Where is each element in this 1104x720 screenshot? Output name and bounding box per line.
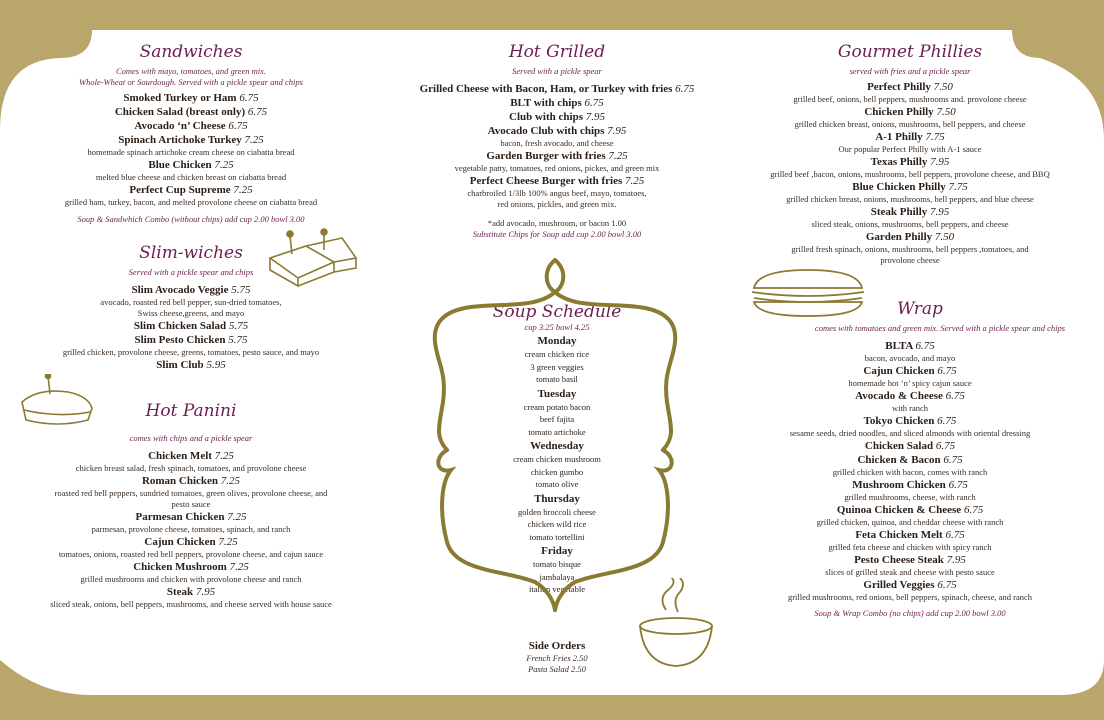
item-description: Swiss cheese,greens, and mayo — [137, 308, 245, 318]
menu-item-name — [735, 231, 1085, 244]
hot-grilled-list — [392, 83, 722, 210]
item-name: Cajun Chicken — [144, 536, 216, 548]
hot-grilled-subtitle: Served with a pickle spear — [512, 66, 602, 76]
item-price: 6.75 — [945, 529, 965, 541]
menu-item-name — [735, 156, 1085, 169]
wrap-list — [735, 340, 1085, 603]
wrap-title: Wrap — [897, 299, 943, 319]
menu-item-name — [735, 390, 1085, 403]
item-name: BLT with chips — [510, 97, 582, 109]
item-name: Perfect Cup Supreme — [129, 184, 231, 196]
item-name: Slim Pesto Chicken — [134, 334, 226, 346]
item-price: 5.75 — [231, 284, 251, 296]
menu-item-name — [0, 511, 382, 524]
item-description: grilled fresh spinach, onions, mushrooms, bell peppers ,tomatoes, and — [791, 244, 1029, 254]
item-name: Slim Avocado Veggie — [131, 284, 229, 296]
item-description: chicken breast salad, fresh spinach, tomatoes, and provolone cheese — [75, 463, 307, 473]
item-price: 6.75 — [675, 83, 695, 95]
slimwiches-subtitle: Served with a pickle spear and chips — [128, 267, 254, 277]
item-description: grilled mushrooms, red onions, bell peppers, spinach, cheese, and ranch — [787, 592, 1033, 602]
item-price: 7.50 — [934, 231, 955, 243]
item-description: grilled feta cheese and chicken with spicy ranch — [828, 542, 992, 552]
item-price: 7.25 — [214, 450, 234, 462]
item-price: 7.95 — [607, 125, 627, 137]
item-description: grilled chicken, quinoa, and cheddar cheese with ranch — [816, 517, 1004, 527]
menu-item-name — [392, 83, 722, 96]
item-price: 7.50 — [933, 81, 953, 93]
item-price: 7.75 — [948, 181, 968, 193]
panini-title: Hot Panini — [145, 401, 237, 421]
item-name: Chicken Melt — [148, 450, 212, 462]
item-description: grilled chicken, provolone cheese, greens, tomatoes, pesto sauce, and mayo — [62, 347, 320, 357]
hot-grilled-section — [392, 42, 722, 240]
soup-item: tomato basil — [536, 374, 578, 384]
item-price: 6.75 — [948, 479, 968, 491]
menu-item-name — [735, 181, 1085, 194]
item-price: 7.25 — [220, 475, 241, 487]
item-description: with ranch — [891, 403, 929, 413]
item-name: BLTA — [885, 340, 913, 352]
item-description: homemade spinach artichoke cream cheese on ciabatta bread — [87, 147, 295, 157]
menu-item-name — [0, 320, 382, 333]
item-description: grilled beef ,bacon, onions, mushrooms, bell peppers, provolone cheese, and BBQ — [770, 169, 1050, 179]
item-name: Roman Chicken — [141, 475, 219, 487]
slimwiches-title: Slim-wiches — [139, 243, 243, 263]
item-price: 7.25 — [229, 561, 249, 573]
sandwiches-title: Sandwiches — [139, 42, 243, 62]
menu-item-name — [392, 125, 722, 138]
item-name: Tokyo Chicken — [863, 415, 935, 427]
menu-item-name — [735, 365, 1085, 378]
soup-item: beef fajita — [539, 414, 575, 424]
menu-item-name — [0, 134, 382, 147]
item-description: red onions, pickles, and green mix. — [497, 199, 617, 209]
soup-day: Monday — [537, 335, 577, 347]
item-price: 7.25 — [625, 175, 645, 187]
item-price: 6.75 — [943, 454, 963, 466]
menu-item-name — [735, 440, 1085, 453]
item-name: Parmesan Chicken — [135, 511, 225, 523]
side-orders-title: Side Orders — [528, 640, 586, 652]
soup-schedule-title: Soup Schedule — [492, 302, 622, 322]
phillies-title: Gourmet Phillies — [837, 42, 983, 62]
item-name: Pesto Cheese Steak — [854, 554, 944, 566]
item-name: Cajun Chicken — [863, 365, 935, 377]
item-price: 7.95 — [195, 586, 216, 598]
item-price: 6.75 — [945, 390, 965, 402]
item-price: 6.75 — [937, 579, 957, 591]
soup-item: cream chicken rice — [524, 349, 590, 359]
item-description: grilled mushrooms and chicken with provolone cheese and ranch — [80, 574, 302, 584]
item-price: 7.25 — [233, 184, 253, 196]
item-description: grilled beef, onions, bell peppers, mushrooms and. provolone cheese — [793, 94, 1027, 104]
item-price: 7.25 — [227, 511, 247, 523]
item-description: tomatoes, onions, roasted red bell peppers, provolone cheese, and cajun sauce — [58, 549, 324, 559]
item-price: 6.75 — [937, 365, 957, 377]
menu-item-name — [735, 340, 1085, 353]
item-name: Grilled Cheese with Bacon, Ham, or Turkey with fries — [419, 83, 673, 95]
soup-item: cream chicken mushroom — [513, 454, 601, 464]
menu-item-name — [0, 184, 382, 197]
item-name: Chicken & Bacon — [857, 454, 941, 466]
item-description: provolone cheese — [880, 255, 940, 265]
menu-item-name — [0, 106, 382, 119]
menu-item-name — [0, 450, 382, 463]
soup-item: 3 green veggies — [530, 361, 584, 372]
item-name: Steak — [166, 586, 194, 598]
item-name: Grilled Veggies — [863, 579, 935, 591]
item-price: 6.75 — [937, 415, 957, 427]
menu-item-name — [392, 111, 722, 124]
item-price: 6.75 — [228, 120, 248, 132]
item-name: Steak Philly — [870, 206, 928, 218]
soup-item: italian vegetable — [529, 584, 585, 594]
item-description: grilled chicken breast, onions, mushrooms, bell peppers, and blue cheese — [786, 194, 1034, 204]
side-order-item: Pasta Salad 2.50 — [528, 664, 586, 674]
club-sandwich-icon — [18, 374, 98, 434]
soup-sizes: cup 3.25 bowl 4.25 — [524, 322, 590, 332]
menu-item-name — [0, 586, 382, 599]
menu-item-name — [735, 206, 1085, 219]
menu-item-name — [392, 150, 722, 163]
menu-item-name — [0, 159, 382, 172]
phillies-list — [735, 81, 1085, 266]
item-description: avocado, roasted red bell pepper, sun-dried tomatoes, — [100, 297, 282, 307]
item-name: Chicken Philly — [864, 106, 934, 118]
item-price: 6.75 — [935, 440, 956, 452]
soup-item: golden broccoli cheese — [518, 506, 596, 517]
soup-day: Thursday — [534, 492, 580, 505]
menu-item-name — [0, 475, 382, 488]
menu-item-name — [735, 81, 1085, 94]
item-name: Avocado ‘n’ Cheese — [134, 120, 226, 132]
menu-item-name — [392, 97, 722, 110]
item-description: sliced steak, onions, mushrooms, bell peppers, and cheese — [811, 219, 1009, 229]
item-price: 7.25 — [218, 536, 238, 548]
item-description: grilled ham, turkey, bacon, and melted provolone cheese on ciabatta bread — [64, 197, 318, 207]
item-price: 7.25 — [608, 150, 628, 162]
item-price: 6.75 — [239, 92, 259, 104]
item-name: Blue Chicken Philly — [852, 181, 946, 193]
item-price: 7.75 — [925, 131, 945, 143]
menu-item-name — [735, 579, 1085, 592]
item-price: 5.75 — [228, 320, 249, 332]
item-name: Avocado Club with chips — [487, 125, 605, 137]
menu-item-name — [0, 334, 382, 347]
menu-item-name — [735, 131, 1085, 144]
soup-frame-ornament — [425, 252, 685, 622]
menu-item-name — [0, 561, 382, 574]
item-price: 7.95 — [946, 554, 966, 566]
soup-day: Friday — [541, 545, 573, 557]
item-description: grilled chicken breast, onions, mushrooms, bell peppers, and cheese — [794, 119, 1026, 129]
item-name: Slim Club — [156, 359, 204, 371]
item-name: Chicken Salad — [864, 440, 934, 452]
sandwich-icon — [262, 228, 360, 290]
item-price: 5.95 — [206, 359, 226, 371]
item-price: 7.25 — [214, 159, 234, 171]
panini-subtitle: comes with chips and a pickle spear — [129, 433, 253, 443]
item-name: Perfect Cheese Burger with fries — [469, 175, 623, 187]
item-price: 6.75 — [915, 340, 935, 352]
menu-item-name — [735, 106, 1085, 119]
item-description: bacon, fresh avocado, and cheese — [500, 138, 614, 148]
menu-item-name — [0, 536, 382, 549]
item-name: Chicken Salad (breast only) — [114, 106, 246, 118]
menu-item-name — [735, 554, 1085, 567]
panini-list — [0, 450, 382, 610]
soup-day: Tuesday — [537, 387, 577, 400]
item-price: 7.95 — [930, 156, 950, 168]
wrap-subtitle: comes with tomatoes and green mix. Served with a pickle spear and chips — [814, 323, 1066, 333]
item-price: 6.75 — [247, 106, 268, 118]
soup-bowl-icon — [636, 578, 716, 670]
item-name: Chicken Mushroom — [133, 561, 227, 573]
item-price: 7.95 — [930, 206, 950, 218]
menu-item-name — [0, 120, 382, 133]
item-name: Garden Burger with fries — [486, 150, 606, 162]
item-description: sliced steak, onions, bell peppers, mushrooms, and cheese served with house sauce — [50, 599, 332, 609]
sandwiches-combo-note: Soup & Sandwhich Combo (without chips) add cup 2.00 bowl 3.00 — [77, 214, 305, 224]
item-description: Our popular Perfect Philly with A-1 sauce — [838, 144, 982, 154]
phillies-section — [735, 42, 1085, 266]
hot-grilled-addon-note: *add avocado, mushroom, or bacon 1.00 — [487, 218, 627, 228]
item-name: Texas Philly — [870, 156, 928, 168]
item-name: Blue Chicken — [148, 159, 212, 171]
soup-item: cream potato bacon — [523, 401, 591, 412]
soup-item: tomato tortellini — [529, 531, 585, 542]
item-description: homemade hot ‘n’ spicy cajun sauce — [848, 378, 972, 388]
item-description: grilled mushrooms, cheese, with ranch — [844, 492, 976, 502]
item-price: 6.75 — [963, 504, 984, 516]
item-name: Slim Chicken Salad — [133, 320, 227, 332]
item-description: roasted red bell peppers, sundried tomatoes, green olives, provolone cheese, and — [54, 488, 328, 498]
item-name: Quinoa Chicken & Cheese — [836, 504, 962, 516]
slimwiches-list — [0, 284, 382, 372]
item-name: Mushroom Chicken — [852, 479, 946, 491]
hot-grilled-substitute-note: Substitute Chips for Soup add cup 2.00 bowl 3.00 — [472, 229, 642, 239]
sandwiches-list — [0, 92, 382, 208]
item-description: sesame seeds, dried noodles, and sliced almonds with oriental dressing — [789, 428, 1031, 438]
menu-item-name — [0, 92, 382, 105]
wrap-section — [735, 299, 1085, 619]
soup-item: chicken gumbo — [530, 466, 584, 477]
soup-day: Wednesday — [530, 440, 584, 452]
menu-item-name — [392, 175, 722, 188]
item-name: Spinach Artichoke Turkey — [118, 134, 242, 146]
item-name: Club with chips — [509, 111, 583, 123]
menu-item-name — [735, 454, 1085, 467]
menu-item-name — [735, 415, 1085, 428]
item-description: bacon, avocado, and mayo — [864, 353, 956, 363]
sandwiches-subtitle: Comes with mayo, tomatoes, and green mix. — [115, 66, 267, 76]
soup-item: tomato olive — [535, 479, 579, 489]
phillies-subtitle: served with fries and a pickle spear — [849, 66, 971, 76]
item-description: grilled chicken with bacon, comes with ranch — [832, 467, 988, 477]
item-name: A-1 Philly — [875, 131, 923, 143]
soup-item: tomato bisque — [533, 559, 581, 569]
wrap-combo-note: Soup & Wrap Combo (no chips) add cup 2.00 bowl 3.00 — [814, 608, 1006, 618]
item-description: vegetable patty, tomatoes, red onions, pickes, and green mix — [454, 163, 660, 173]
menu-item-name — [735, 504, 1085, 517]
sandwiches-section — [0, 42, 382, 225]
soup-item: jambalaya — [539, 571, 575, 582]
menu-item-name — [735, 479, 1085, 492]
hot-grilled-title: Hot Grilled — [508, 42, 606, 62]
sub-sandwich-icon — [748, 264, 868, 320]
item-description: parmesan, provolone cheese, tomatoes, spinach, and ranch — [91, 524, 291, 534]
item-price: 7.25 — [244, 134, 264, 146]
sandwiches-subtitle-2: Whole-Wheat or Sourdough. Served with a pickle spear and chips — [79, 77, 303, 87]
item-price: 7.95 — [585, 111, 605, 123]
soup-item: chicken wild rice — [527, 519, 587, 529]
item-description: charbroiled 1/3lb 100% angus beef, mayo, tomatoes, — [467, 188, 647, 198]
item-name: Garden Philly — [865, 231, 933, 243]
side-order-item: French Fries 2.50 — [526, 653, 588, 663]
item-price: 5.75 — [228, 334, 248, 346]
item-name: Avocado & Cheese — [855, 390, 943, 402]
soup-item: tomato artichoke — [528, 426, 586, 437]
item-price: 7.50 — [936, 106, 956, 118]
item-price: 6.75 — [584, 97, 604, 109]
item-name: Perfect Philly — [867, 81, 931, 93]
item-description: slices of grilled steak and cheese with pesto sauce — [825, 567, 995, 577]
menu-item-name — [735, 529, 1085, 542]
menu-item-name — [0, 359, 382, 372]
item-name: Feta Chicken Melt — [855, 529, 943, 541]
item-description: pesto sauce — [171, 499, 211, 509]
item-description: melted blue cheese and chicken breast on ciabatta bread — [95, 172, 287, 182]
item-name: Smoked Turkey or Ham — [123, 92, 237, 104]
